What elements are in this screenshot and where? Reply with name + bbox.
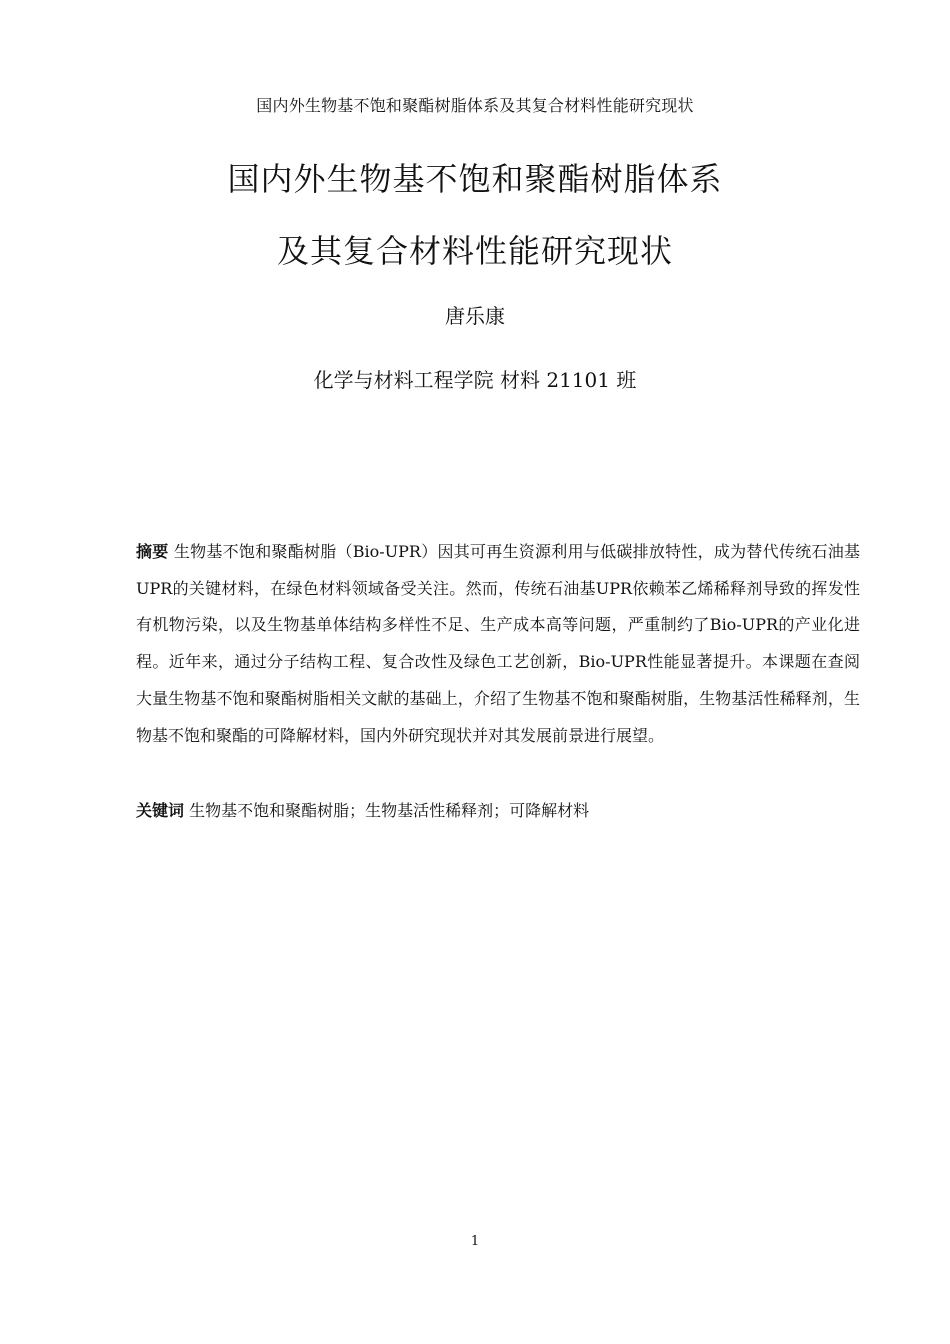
author-name: 唐乐康 (445, 304, 505, 328)
paper-title-line-2: 及其复合材料性能研究现状 (276, 232, 673, 270)
keywords-label: 关键词 (136, 801, 185, 820)
keywords-paragraph (136, 796, 860, 826)
affiliation: 化学与材料工程学院 材料 21101 班 (313, 368, 637, 392)
keywords-text: 生物基不饱和聚酯树脂；生物基活性稀释剂；可降解材料 (189, 801, 590, 820)
abstract-text: 生物基不饱和聚酯树脂（Bio-UPR）因其可再生资源利用与低碳排放特性，成为替代传统石油基UPR的关键材料，在绿色材料领域备受关注。然而，传统石油基UPR依赖苯乙烯稀释剂导致的挥发性有机物污染，以及生物基单体结构多样性不足、生产成本高等问题，严重制约了Bio-UPR的产业化进程。近年来，通过分子结构工程、复合改性及绿色工艺创新，Bio-UPR性能显著提升。本课题在查阅大量生物基不饱和聚酯树脂相关文献的基础上，介绍了生物基不饱和聚酯树脂，生物基活性稀释剂，生物基不饱和聚酯的可降解材料，国内外研究现状并对其发展前景进行展望。 (136, 542, 860, 745)
abstract-label: 摘要 (136, 542, 169, 561)
abstract-paragraph (136, 534, 860, 754)
paper-title-line-1: 国内外生物基不饱和聚酯树脂体系 (227, 160, 723, 198)
page-number: 1 (470, 1234, 480, 1249)
running-header: 国内外生物基不饱和聚酯树脂体系及其复合材料性能研究现状 (256, 96, 694, 115)
